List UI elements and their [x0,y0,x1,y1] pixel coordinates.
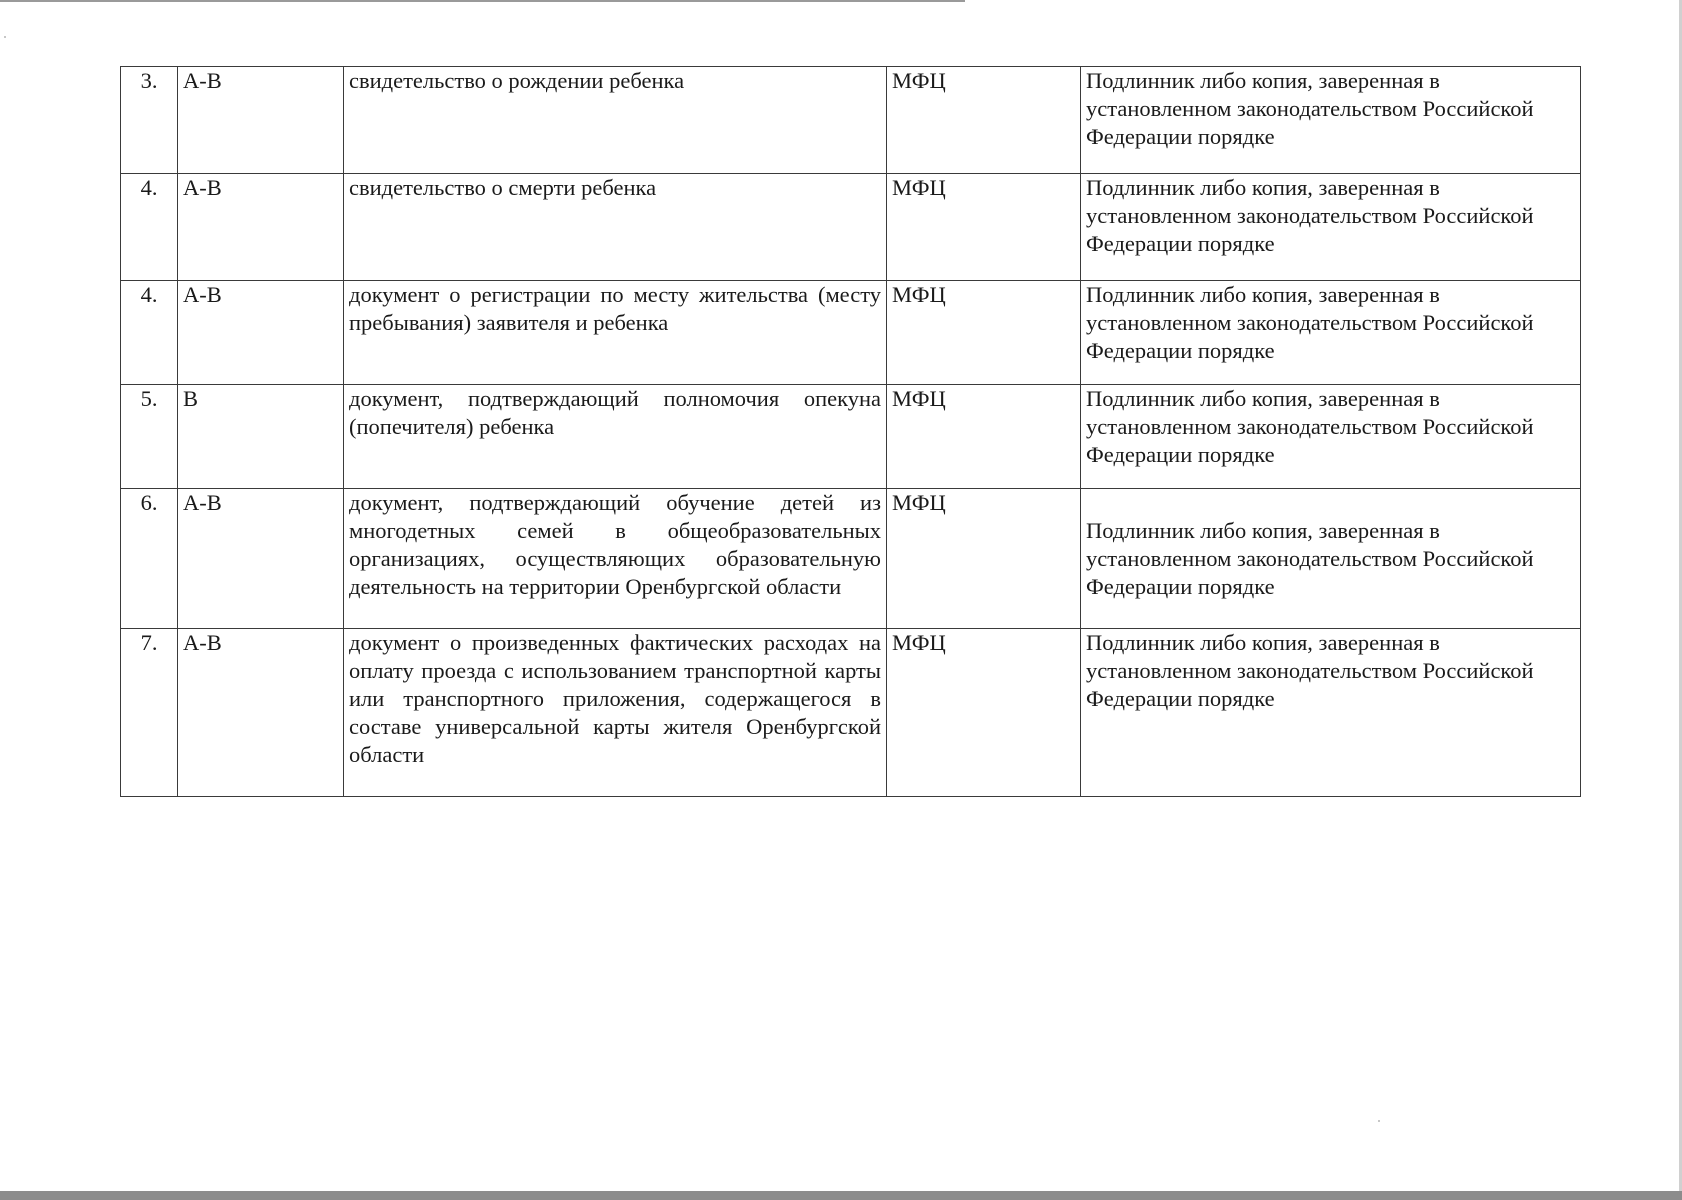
row-form: Подлинник либо копия, заверенная в установленном законодательством Российской Федерации порядке [1081,489,1581,629]
row-category: В [178,385,344,489]
scan-speck [1378,1120,1380,1122]
row-category: А-В [178,489,344,629]
documents-table [120,66,1581,797]
row-document: документ о регистрации по месту жительства (месту пребывания) заявителя и ребенка [344,281,887,385]
row-document: документ о произведенных фактических расходах на оплату проезда с использованием транспортной карты или транспортного приложения, содержащегося в составе универсальной карты жителя Оренбургской области [344,629,887,797]
table-row [121,629,1581,797]
row-number: 3. [121,67,178,174]
row-form: Подлинник либо копия, заверенная в установленном законодательством Российской Федерации порядке [1081,281,1581,385]
row-number: 5. [121,385,178,489]
row-number: 7. [121,629,178,797]
row-document: документ, подтверждающий обучение детей из многодетных семей в общеобразовательных организациях, осуществляющих образовательную деятельность на территории Оренбургской области [344,489,887,629]
table-row [121,281,1581,385]
scan-edge-top [0,0,965,2]
row-form: Подлинник либо копия, заверенная в установленном законодательством Российской Федерации порядке [1081,174,1581,281]
row-place: МФЦ [887,385,1081,489]
row-document: свидетельство о рождении ребенка [344,67,887,174]
table-row [121,489,1581,629]
scan-edge-bottom [0,1191,1682,1200]
table-row [121,174,1581,281]
row-place: МФЦ [887,281,1081,385]
row-form: Подлинник либо копия, заверенная в установленном законодательством Российской Федерации порядке [1081,67,1581,174]
row-place: МФЦ [887,489,1081,629]
row-number: 6. [121,489,178,629]
row-form: Подлинник либо копия, заверенная в установленном законодательством Российской Федерации порядке [1081,629,1581,797]
row-category: А-В [178,281,344,385]
scan-speck [4,36,6,38]
table-row [121,385,1581,489]
row-form: Подлинник либо копия, заверенная в установленном законодательством Российской Федерации порядке [1081,385,1581,489]
row-number: 4. [121,174,178,281]
row-place: МФЦ [887,174,1081,281]
row-place: МФЦ [887,629,1081,797]
row-number: 4. [121,281,178,385]
row-place: МФЦ [887,67,1081,174]
row-document: документ, подтверждающий полномочия опекуна (попечителя) ребенка [344,385,887,489]
row-document: свидетельство о смерти ребенка [344,174,887,281]
table-row [121,67,1581,174]
row-category: А-В [178,629,344,797]
row-category: А-В [178,174,344,281]
row-category: А-В [178,67,344,174]
